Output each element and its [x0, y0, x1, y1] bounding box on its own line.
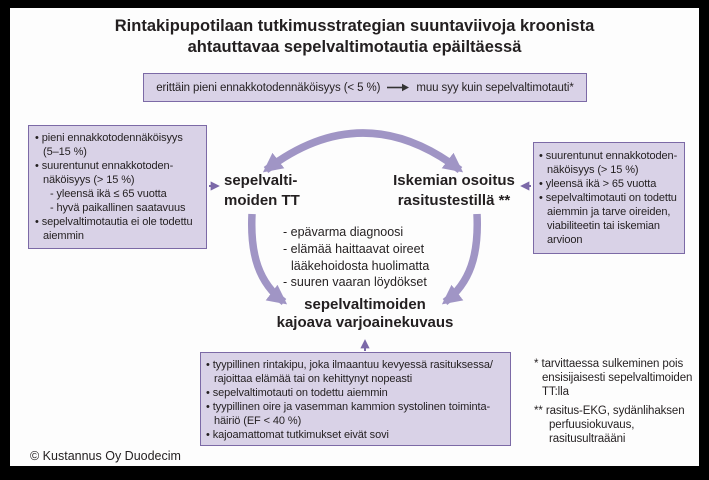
- text-line: (5–15 %): [43, 146, 87, 158]
- text-line: • suurentunut ennakkotoden-: [539, 150, 678, 162]
- node-angiography-line-2: kajoava varjoainekuvaus: [276, 313, 454, 331]
- text-line: - yleensä ikä ≤ 65 vuotta: [50, 188, 167, 200]
- text-line: • yleensä ikä > 65 vuotta: [539, 178, 657, 190]
- right-arrow-icon: [386, 83, 410, 92]
- footnote-1: [534, 357, 706, 400]
- text-line: - suuren vaaran löydökset: [283, 275, 427, 290]
- title-line-2: ahtauttavaa sepelvaltimotautia epäiltäessä: [187, 38, 522, 56]
- node-angiography-line-1: sepelvaltimoiden: [304, 296, 426, 313]
- node-invasive-angiography: [238, 296, 492, 331]
- node-coronary-ct-line-1: sepelvalti-: [224, 172, 298, 189]
- direct-angiography-criteria-box: [200, 352, 511, 446]
- text-line: lääkehoidosta huolimatta: [291, 258, 430, 273]
- footnote-2: [534, 404, 706, 447]
- text-line: aiemmin ja tarve oireiden,: [547, 206, 671, 218]
- node-ischemia-stresstest: [383, 171, 525, 210]
- text-line: rajoittaa elämää tai on kehittynyt nopeasti: [214, 373, 413, 385]
- footnotes: [534, 357, 706, 446]
- text-line: - elämää haittaavat oireet: [283, 241, 425, 256]
- ct-criteria-box: [28, 125, 207, 249]
- text-line: viabiliteetin tai iskemian: [547, 220, 660, 232]
- text-line: perfuusiokuvaus,: [549, 418, 635, 431]
- text-line: - epävarma diagnoosi: [283, 225, 404, 239]
- stresstest-criteria-box: [533, 142, 685, 254]
- text-line: • tyypillinen rintakipu, joka ilmaantuu kevyessä rasituksessa/: [206, 359, 493, 371]
- node-ischemia-line-2: rasitustestillä **: [397, 191, 511, 209]
- text-line: ** rasitus-EKG, sydänlihaksen: [534, 404, 685, 417]
- node-coronary-ct-line-2: moiden TT: [224, 191, 300, 209]
- node-ischemia-line-1: Iskemian osoitus: [393, 172, 515, 189]
- text-line: • sepelvaltimotautia ei ole todettu: [35, 216, 193, 228]
- angiography-criteria-list: [283, 224, 429, 291]
- copyright-text: © Kustannus Oy Duodecim: [30, 449, 181, 463]
- text-line: • sepelvaltimotauti on todettu aiemmin: [206, 387, 388, 399]
- text-line: aiemmin: [43, 230, 84, 242]
- text-line: • tyypillinen oire ja vasemman kammion systolinen toiminta-: [206, 401, 491, 413]
- text-line: • pieni ennakkotodennäköisyys: [35, 132, 183, 144]
- text-line: näköisyys (> 15 %): [43, 174, 135, 186]
- text-line: rasitusultraääni: [549, 433, 626, 446]
- banner-left-text: erittäin pieni ennakkotodennäköisyys (< 5 %): [156, 81, 381, 94]
- title-line-1: Rintakipupotilaan tutkimusstrategian suuntaviivoja kroonista: [114, 17, 595, 35]
- text-line: - hyvä paikallinen saatavuus: [50, 202, 186, 214]
- text-line: TT:lla: [542, 386, 569, 399]
- text-line: • sepelvaltimotauti on todettu: [539, 192, 677, 204]
- text-line: * tarvittaessa sulkeminen pois: [534, 358, 684, 370]
- node-coronary-ct: [224, 171, 300, 210]
- text-line: häiriö (EF < 40 %): [214, 415, 302, 427]
- text-line: ensisijaisesti sepelvaltimoiden: [542, 372, 693, 385]
- text-line: arvioon: [547, 234, 583, 246]
- banner-right-text: muu syy kuin sepelvaltimotauti*: [416, 81, 574, 94]
- text-line: näköisyys (> 15 %): [547, 164, 639, 176]
- probability-banner: [143, 73, 587, 102]
- text-line: • suurentunut ennakkotoden-: [35, 160, 174, 172]
- text-line: • kajoamattomat tutkimukset eivät sovi: [206, 429, 389, 441]
- page-title: [0, 16, 709, 58]
